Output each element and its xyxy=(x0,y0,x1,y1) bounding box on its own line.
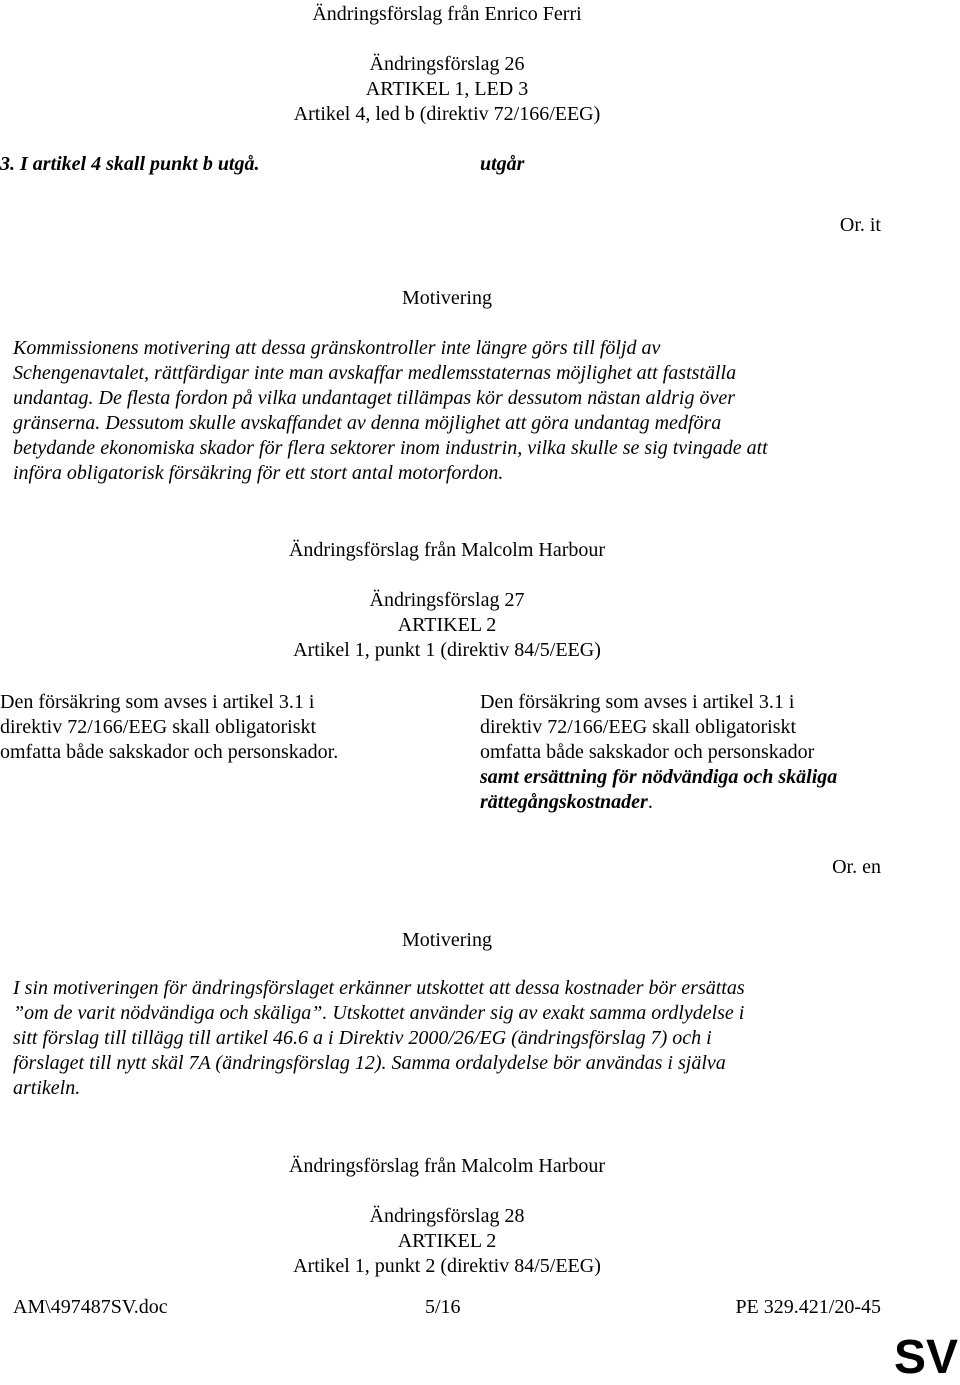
language-code: SV xyxy=(893,1331,958,1384)
justification-line: undantag. De flesta fordon på vilka undantaget tillämpas kör dessutom nästan aldrig över xyxy=(13,387,735,409)
footer-document-name: AM\497487SV.doc xyxy=(13,1296,168,1318)
amendment-26-left-text: 3. I artikel 4 skall punkt b utgå. xyxy=(0,153,260,175)
footer-pe-reference: PE 329.421/20-45 xyxy=(735,1296,881,1318)
amendment-28-number: Ändringsförslag 28 xyxy=(369,1205,525,1227)
amendment-28-reference: Artikel 1, punkt 2 (direktiv 84/5/EEG) xyxy=(293,1255,601,1277)
amendment-26-reference: Artikel 4, led b (direktiv 72/166/EEG) xyxy=(293,103,601,125)
justification-line: förslaget till nytt skäl 7A (ändringsförslag 12). Samma ordalydelse bör användas i själva xyxy=(13,1052,726,1074)
amendment-27-author: Ändringsförslag från Malcolm Harbour xyxy=(288,539,606,561)
amendment-27-reference: Artikel 1, punkt 1 (direktiv 84/5/EEG) xyxy=(293,639,601,661)
justification-line: Schengenavtalet, rättfärdigar inte man avskaffar medlemsstaternas möjlighet att fastställa xyxy=(13,362,737,384)
amendment-28-article: ARTIKEL 2 xyxy=(397,1230,497,1252)
text-line-last xyxy=(480,790,900,815)
justification-line: betydande ekonomiska skador för flera sektorer inom industrin, vilka skulle se sig tvingade att xyxy=(13,437,768,459)
amendment-26-justification xyxy=(13,336,883,486)
text-line: Den försäkring som avses i artikel 3.1 i xyxy=(480,691,795,713)
amendment-26-author: Ändringsförslag från Enrico Ferri xyxy=(312,3,582,25)
amendment-27-number: Ändringsförslag 27 xyxy=(369,589,525,611)
text-line: direktiv 72/166/EEG skall obligatoriskt xyxy=(480,716,797,738)
added-text: rättegångskostnader xyxy=(480,791,648,813)
amendment-27-justification-heading: Motivering xyxy=(402,929,492,951)
amendment-27-original-language: Or. en xyxy=(832,856,881,878)
amendment-27-article: ARTIKEL 2 xyxy=(397,614,497,636)
justification-line: införa obligatorisk försäkring för ett stort antal motorfordon. xyxy=(13,462,504,484)
justification-line: artikeln. xyxy=(13,1077,81,1099)
amendment-27-original-text xyxy=(0,690,450,765)
amendment-27-amended-text xyxy=(480,690,900,815)
amendment-26-justification-heading: Motivering xyxy=(402,287,492,309)
text-line: omfatta både sakskador och personskador xyxy=(480,741,815,763)
text-line: direktiv 72/166/EEG skall obligatoriskt xyxy=(0,716,317,738)
added-text-line: samt ersättning för nödvändiga och skäliga xyxy=(480,766,838,788)
text-line: omfatta både sakskador och personskador. xyxy=(0,741,339,763)
end-punctuation: . xyxy=(647,791,653,813)
justification-line: Kommissionens motivering att dessa gränskontroller inte längre görs till följd av xyxy=(13,337,661,359)
amendment-26-number: Ändringsförslag 26 xyxy=(369,53,525,75)
footer-page-number: 5/16 xyxy=(425,1296,461,1318)
amendment-26-article: ARTIKEL 1, LED 3 xyxy=(365,78,529,100)
amendment-26-right-text: utgår xyxy=(480,153,525,175)
amendment-27-justification xyxy=(13,976,883,1101)
amendment-28-author: Ändringsförslag från Malcolm Harbour xyxy=(288,1155,606,1177)
justification-line: gränserna. Dessutom skulle avskaffandet av denna möjlighet att göra undantag medföra xyxy=(13,412,722,434)
amendment-26-original-language: Or. it xyxy=(839,214,881,236)
justification-line: I sin motiveringen för ändringsförslaget erkänner utskottet att dessa kostnader bör ersättas xyxy=(13,977,745,999)
justification-line: ”om de varit nödvändiga och skäliga”. Utskottet använder sig av exakt samma ordlydelse i xyxy=(13,1002,745,1024)
text-line: Den försäkring som avses i artikel 3.1 i xyxy=(0,691,315,713)
justification-line: sitt förslag till tillägg till artikel 46.6 a i Direktiv 2000/26/EG (ändringsförslag 7) och i xyxy=(13,1027,712,1049)
